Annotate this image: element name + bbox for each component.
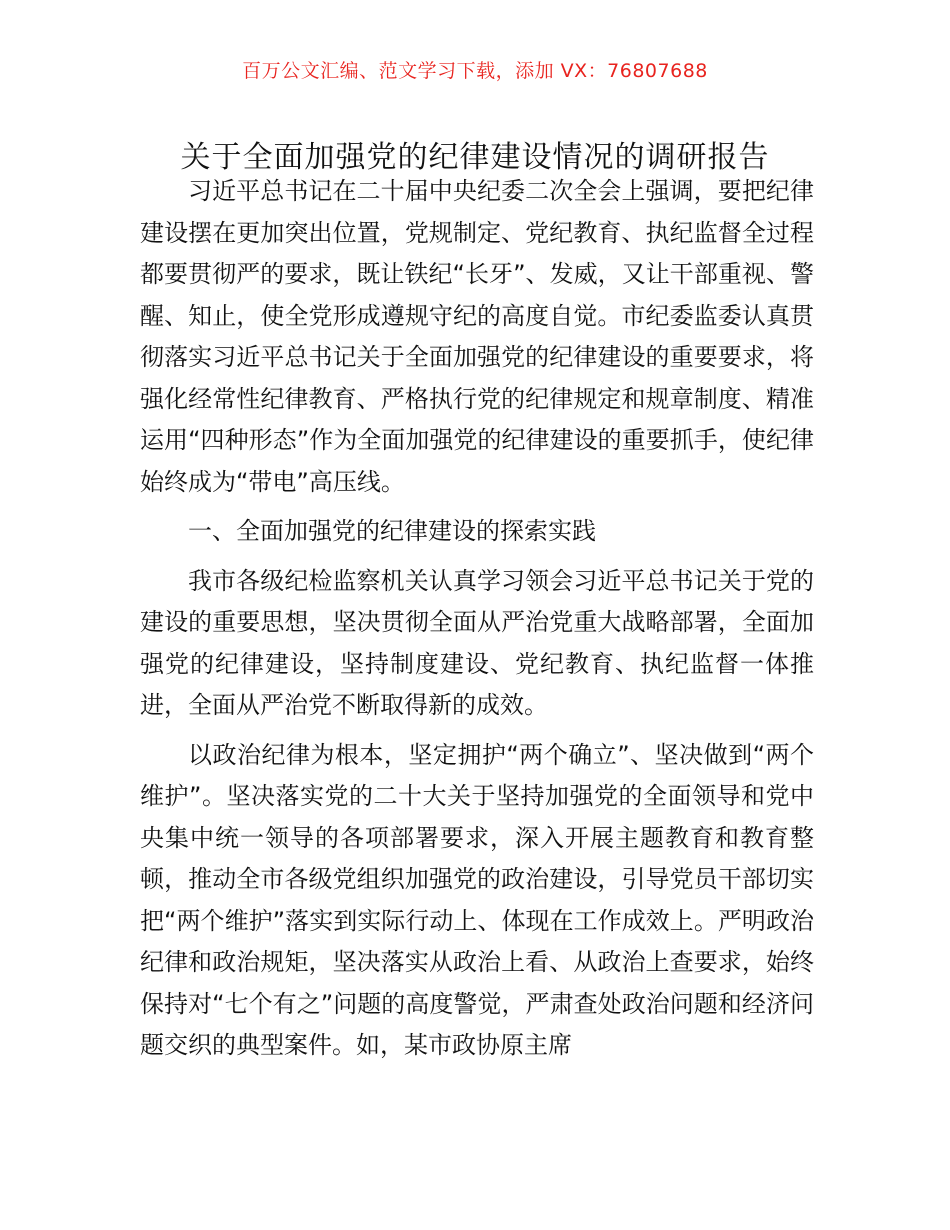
section-heading-1: 一、全面加强党的纪律建设的探索实践 [188,517,596,545]
document-body [140,171,814,1067]
watermark-header: 百万公文汇编、范文学习下载，添加 VX：76807688 [242,60,708,82]
intro-paragraph: 习近平总书记在二十届中央纪委二次全会上强调，要把纪律建设摆在更加突出位置，党规制定、党纪教育、执纪监督全过程都要贯彻严的要求，既让铁纪“长牙”、发威，又让干部重视、警醒、知止，使全党形成遵规守纪的高度自觉。市纪委监委认真贯彻落实习近平总书记关于全面加强党的纪律建设的重要要求，将强化经常性纪律教育、严格执行党的纪律规定和规章制度、精准运用“四种形态”作为全面加强党的纪律建设的重要抓手，使纪律始终成为“带电”高压线。 [140,177,814,496]
section-paragraph-2: 以政治纪律为根本，坚定拥护“两个确立”、坚决做到“两个维护”。坚决落实党的二十大关于坚持加强党的全面领导和党中央集中统一领导的各项部署要求，深入开展主题教育和教育整顿，推动全市各级党组织加强党的政治建设，引导党员干部切实把“两个维护”落实到实际行动上、体现在工作成效上。严明政治纪律和政治规矩，坚决落实从政治上看、从政治上查要求，始终保持对“七个有之”问题的高度警觉，严肃查处政治问题和经济问题交织的典型案件。如，某市政协原主席 [140,740,814,1059]
section-paragraph-1: 我市各级纪检监察机关认真学习领会习近平总书记关于党的建设的重要思想，坚决贯彻全面从严治党重大战略部署，全面加强党的纪律建设，坚持制度建设、党纪教育、执纪监督一体推进，全面从严治党不断取得新的成效。 [140,566,814,719]
document-title: 关于全面加强党的纪律建设情况的调研报告 [180,140,770,176]
